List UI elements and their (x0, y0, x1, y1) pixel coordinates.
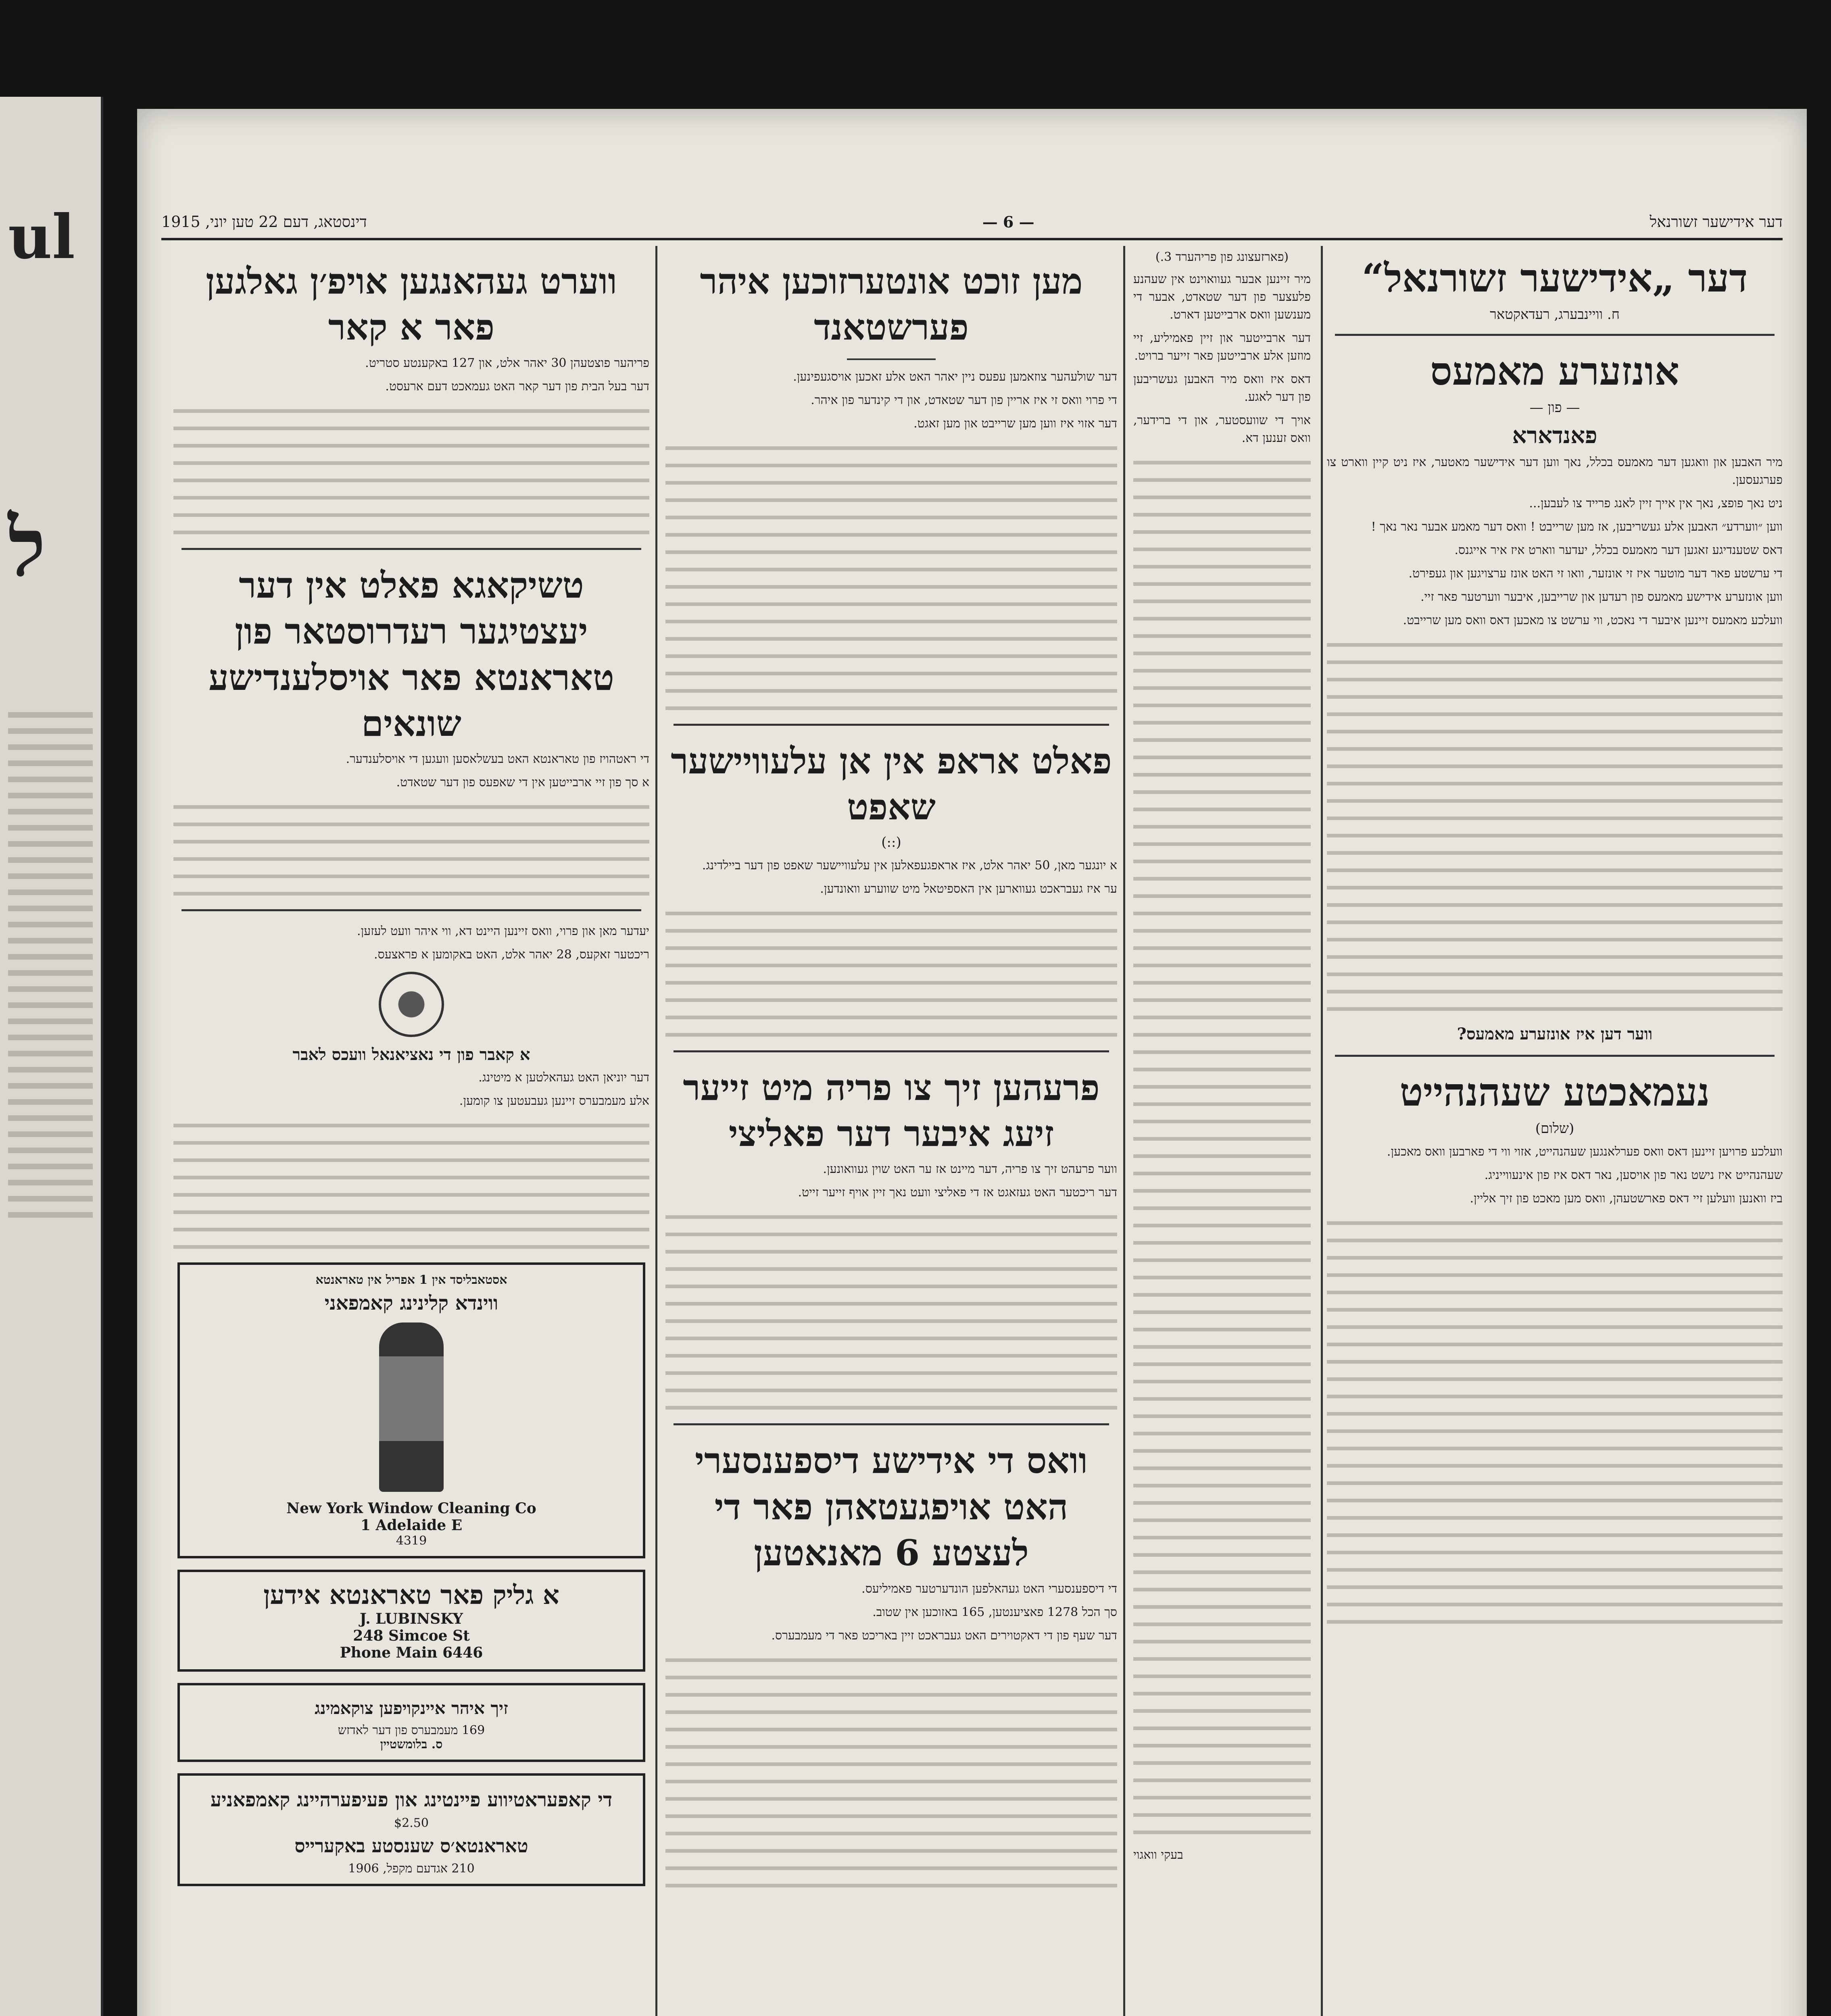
page-header (161, 206, 1783, 240)
coat-of-arms-icon (379, 972, 444, 1037)
paragraph: ער איז געבראכט געווארען אין האספיטאל מיט שווערע וואונדען. (820, 881, 1117, 896)
divider (674, 1050, 1109, 1052)
article-byline: (שלום) (1535, 1120, 1574, 1137)
notice-body (173, 1069, 649, 1110)
article-body-4 (665, 1580, 1117, 1645)
article-title-beauty: נעמאכטע שעהנהייט (1399, 1069, 1710, 1115)
paragraph: דער שעף פון די דאקטוירים האט געבראכט זיין באריכט פאר די מעמבערס. (771, 1628, 1117, 1643)
article-body-2 (665, 857, 1117, 898)
adjacent-page-edge (0, 97, 103, 2016)
article-closing-question: ווער דען איז אונזערע מאמעס? (1457, 1025, 1653, 1043)
divider (847, 358, 936, 360)
adjacent-page-fragment-1: ul (8, 202, 75, 273)
article-divider-mark: (::) (881, 834, 901, 850)
divider (674, 724, 1109, 726)
text-block (173, 409, 649, 534)
article-body-3 (665, 1160, 1117, 1202)
masthead: דער „אידישער זשורנאל“ (1362, 255, 1748, 301)
ad-window-cleaning (177, 1262, 645, 1558)
paragraph: די דיספענסערי האט געהאלפען הונדערטער פאמיליעס. (861, 1581, 1117, 1596)
paragraph: אויך די שוועסטער, און די ברידער, וואס זענען דא. (1133, 413, 1311, 445)
ad-text: 169 מעמבערס פון דער לאדזש (338, 1723, 485, 1738)
paragraph: וועלכע מאמעס זיינען איבער די נאכט, ווי ערשט צו מאכען דאס וואס מען שרייבט. (1403, 613, 1783, 627)
ad-name: ס. בלומשטיין (380, 1737, 443, 1752)
ad-small (177, 1683, 645, 1762)
text-block (1327, 1221, 1783, 1624)
paragraph: די פרוי וואס זי איז אריין פון דער שטאדט, און די קינדער פון איהר. (811, 393, 1117, 407)
article-title-2: פאלט אראפ אין אן עלעוויישער שאפט (671, 739, 1112, 828)
paragraph: מיר זיינען אבער געוואוינט אין שעהנע פלעצער פון דער שטאדט, אבער די מענשען וואס ארבייטען דארט. (1133, 272, 1311, 322)
ad-title: אסטאבליסד אין 1 אפריל אין טאראנטא (315, 1273, 507, 1287)
article-title-4: וואס די אידישע דיספענסערי האט אויפגעטאהן פאר די לעצטע 6 מאנאטען (695, 1439, 1088, 1574)
paragraph: ווען אונזערע אידישע מאמעס פון רעדען און שרייבען, איבער ווערטער פאר זיי. (1420, 590, 1783, 604)
ad-phone: 4319 (396, 1534, 427, 1548)
article-title-toronto: טשיקאגא פאלט אין דער יעצטיגער רעדרוסטאר פון טאראנטא פאר אויסלענדישע שונאים (209, 564, 614, 744)
paragraph: א יונגער מאן, 50 יאהר אלט, איז אראפגעפאלען אין עלעוויישער שאפט פון דער ביילדינג. (702, 858, 1117, 873)
article-body-court (173, 923, 649, 964)
ad-company: New York Window Cleaning Co (286, 1500, 536, 1517)
article-author: פאנדארא (1512, 422, 1597, 449)
ad-price: $2.50 (394, 1816, 429, 1831)
divider (674, 1423, 1109, 1425)
column-rule (1123, 246, 1125, 2016)
text-block (665, 1215, 1117, 1410)
paragraph: ריכטער זאקעס, 28 יאהר אלט, האט באקומען א פראצעס. (374, 948, 649, 962)
article-from: — פון — (1529, 400, 1580, 416)
issue-date: דינסטאג, דעם 22 טען יוני, 1915 (161, 212, 367, 231)
ad-title: די קאפעראטיווע פיינטינג און פעיפערהיינג קאמפאניע (210, 1789, 613, 1812)
adjacent-page-text (8, 702, 93, 1228)
paragraph: דאס איז וואס מיר האבען געשריבען פון דער לאגע. (1133, 372, 1311, 404)
text-block (1133, 461, 1311, 1834)
adjacent-page-fragment-2: ל (8, 500, 46, 595)
paragraph: דער ארבייטער און זיין פאמיליע, זיי מוזען אלע ארבייטען פאר זייער ברויט. (1133, 331, 1311, 363)
text-block (665, 912, 1117, 1037)
masthead-byline: ח. וויינבערג, רעדאקטאר (1490, 306, 1620, 323)
paragraph: דער יוניאן האט געהאלטען א מיטינג. (478, 1070, 649, 1085)
text-block (1327, 643, 1783, 1011)
text-block (665, 1658, 1117, 1887)
signature: בעקי וואגוי (1133, 1848, 1183, 1862)
column-4 (173, 246, 649, 2016)
article-body-beauty (1327, 1143, 1783, 1208)
notice-title: א קאבר פון די נאציאנאל וועכס לאבר (292, 1045, 530, 1064)
paragraph: ווען ״ווערדע״ האבען אלע געשריבען, אז מען שרייבט ! וואס דער מאמע אבער נאר נאך ! (1371, 520, 1783, 534)
paragraph: אלע מעמבערס זיינען געבעטען צו קומען. (459, 1094, 649, 1108)
paragraph: דער שולעהער צוזאמען עפעס ניין יאהר האט אלע זאכען אויסגעפינען. (793, 369, 1117, 384)
paragraph: די ראטהויז פון טאראנטא האט בעשלאסען וועגען די אויסלענדער. (346, 752, 649, 766)
ad-name: J. LUBINSKY (359, 1610, 463, 1628)
column-2 (1133, 246, 1311, 2016)
paragraph: מיר האבען און וואגען דער מאמעס בכלל, נאך ווען דער אידישער מאטער, איז ניט קיין ווארט צו פערגעסען. (1327, 455, 1783, 487)
column-rule (655, 246, 657, 2016)
paragraph: ווער פרעהט זיך צו פריה, דער מיינט אז ער האט שוין געוואונען. (823, 1162, 1117, 1177)
divider (1335, 334, 1775, 336)
column-rule (1321, 246, 1323, 2016)
paragraph: ניט נאך פופצ, נאך אין אייך זיין לאנג פרייד צו לעבען... (1529, 496, 1783, 510)
ad-address: 1 Adelaide E (360, 1517, 463, 1534)
ad-painting (177, 1773, 645, 1886)
ad-address: 248 Simcoe St (353, 1627, 470, 1645)
paragraph: ביז וואנען וועלען זיי דאס פארשטעהן, וואס מען מאכט פון זיך אליין. (1470, 1191, 1783, 1206)
paper-name: דער אידישער זשורנאל (1650, 212, 1783, 231)
paragraph: שעהנהייט איז נישט נאר פון אויסען, נאר דאס איז פון אינעווייניג. (1484, 1168, 1783, 1182)
paragraph: א סך פון זיי ארבייטען אין די שאפעס פון דער שטאדט. (396, 775, 649, 790)
paragraph: יעדער מאן און פרוי, וואס זיינען היינט דא, ווי איהר וועט לעזען. (357, 924, 649, 939)
divider (181, 909, 641, 911)
paragraph: דער ריכטער האט געזאגט אז די פאליצי וועט נאך זיין אויף זייער זייט. (798, 1185, 1117, 1200)
window-cleaner-figure-icon (379, 1322, 444, 1492)
text-block (665, 446, 1117, 710)
text-block (173, 805, 649, 896)
ad-address: 210 אגדעם מקפל, 1906 (348, 1862, 475, 1876)
ad-phone: Phone Main 6446 (340, 1644, 483, 1662)
paragraph: דאס שטענדיגע זאגען דער מאמעס בכלל, יעדער ווארט איז איר אייגנס. (1454, 543, 1783, 557)
page-number: — 6 — (982, 212, 1034, 231)
article-title-1: מען זוכט אונטערזוכען איהר פערשטאנד (700, 260, 1083, 348)
article-title-gallows: ווערט געהאנגען אויפ׳ן גאלגען פאר א קאר (206, 260, 617, 348)
newspaper-page (137, 109, 1807, 2016)
ad-heading: זיך איהר איינקויפען צוקאמינג (315, 1698, 508, 1718)
paragraph: דער אזוי איז ווען מען שרייבט און מען זאגט. (913, 416, 1117, 431)
article-body-1 (665, 368, 1117, 433)
article-body-gallows (173, 354, 649, 396)
article-body-toronto (173, 750, 649, 791)
ad-title: א גליק פאר טאראנטא אידען (263, 1580, 559, 1611)
ad-company: טאראנטא׳ס שענסטע באקערייס (294, 1835, 528, 1857)
paragraph: די ערשטע פאר דער מוטער איז זי אונזער, וואו זי האט אונז ערצויגען און געפירט. (1408, 566, 1783, 581)
ad-lubinsky (177, 1570, 645, 1672)
continuation-label: (פארזעצונג פון פריהערד 3.) (1155, 250, 1289, 264)
article-title-3: פרעהען זיך צו פריה מיט זייער זיעג איבער דער פאליצי (683, 1066, 1100, 1154)
article-body-mothers (1327, 454, 1783, 629)
divider (1335, 1055, 1775, 1057)
column-1 (1327, 246, 1783, 2016)
paragraph: סך הכל 1278 פאציענטען, 165 באזוכען אין שטוב. (872, 1605, 1117, 1619)
column-3 (665, 246, 1117, 2016)
paragraph: פריהער פוצטעהן 30 יאהר אלט, און 127 באקענטע סטריט. (365, 356, 649, 370)
paragraph: דער בעל הבית פון דער קאר האט געמאכט דעם ארעסט. (385, 379, 649, 394)
text-block (173, 1124, 649, 1249)
ad-heading: ווינדא קלינינג קאמפאני (324, 1292, 498, 1315)
paragraph: וועלכע פרויען זיינען דאס וואס פערלאנגען שעהנהייט, אזוי ווי די פארבען וואס מאכען. (1387, 1145, 1783, 1159)
divider (181, 548, 641, 550)
continuation-body (1133, 271, 1311, 447)
article-title-mothers: אונזערע מאמעס (1430, 348, 1679, 394)
